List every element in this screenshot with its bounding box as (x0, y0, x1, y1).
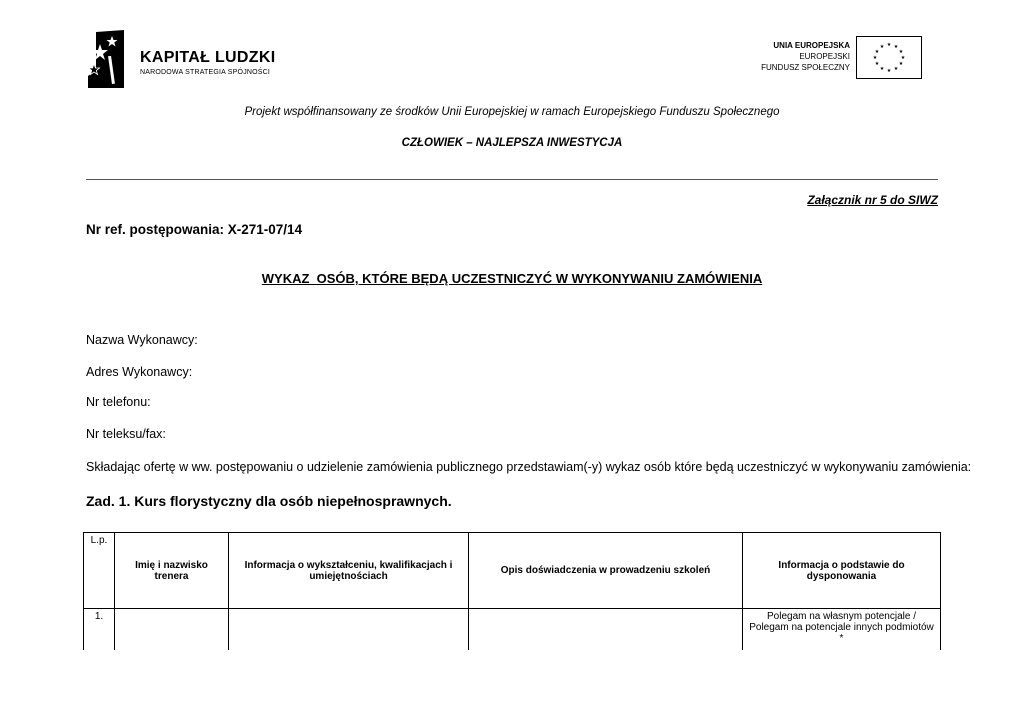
phone-label: Nr telefonu: (86, 395, 151, 409)
col-header-lp: L.p. (84, 533, 115, 609)
svg-text:★: ★ (874, 61, 880, 67)
svg-text:★: ★ (874, 49, 880, 55)
task-heading: Zad. 1. Kurs florystyczny dla osób niepełnosprawnych. (86, 493, 452, 509)
statement-text: Składając ofertę w ww. postępowaniu o udzielenie zamówienia publicznego przedstawiam(-y) wykaz osób które będą uczestniczyć w wykonywaniu zamówienia: (86, 460, 972, 474)
header-divider (86, 179, 938, 180)
fax-label: Nr teleksu/fax: (86, 427, 166, 441)
persons-table (83, 532, 941, 669)
cofinancing-statement: Projekt współfinansowany ze środków Unii Europejskiej w ramach Europejskiego Funduszu Społecznego (244, 106, 780, 118)
svg-text:★: ★ (872, 55, 878, 61)
eu-line-1: UNIA EUROPEJSKA (773, 41, 850, 50)
kapital-ludzki-subtitle: NARODOWA STRATEGIA SPÓJNOŚCI (140, 69, 271, 76)
slogan: CZŁOWIEK – NAJLEPSZA INWESTYCJA (401, 137, 623, 149)
eu-logo-text (761, 40, 850, 73)
cell-lp: 1. (84, 609, 115, 669)
svg-text:★: ★ (879, 44, 885, 50)
contractor-name-label: Nazwa Wykonawcy: (86, 333, 198, 347)
kapital-ludzki-logo (86, 30, 286, 90)
contractor-address-label: Adres Wykonawcy: (86, 365, 193, 379)
svg-text:★: ★ (898, 61, 904, 67)
page-bottom-crop (0, 650, 1024, 724)
svg-text:★: ★ (886, 68, 892, 74)
svg-text:★: ★ (879, 66, 885, 72)
document-title: WYKAZ OSÓB, KTÓRE BĘDĄ UCZESTNICZYĆ W WYKONYWANIU ZAMÓWIENIA (261, 271, 763, 286)
annex-label: Załącznik nr 5 do SIWZ (807, 193, 938, 207)
col-header-basis: Informacja o podstawie do dysponowania (743, 533, 941, 609)
col-header-experience: Opis doświadczenia w prowadzeniu szkoleń (469, 533, 743, 609)
svg-text:★: ★ (886, 42, 892, 48)
svg-text:★: ★ (898, 49, 904, 55)
svg-text:★: ★ (893, 44, 899, 50)
kapital-ludzki-title: KAPITAŁ LUDZKI (140, 49, 276, 66)
col-header-trainer-name: Imię i nazwisko trenera (115, 533, 229, 609)
svg-text:★: ★ (893, 66, 899, 72)
reference-number: Nr ref. postępowania: X-271-07/14 (86, 222, 303, 237)
eu-stars-flag-icon (856, 36, 922, 79)
kapital-ludzki-emblem-icon (86, 30, 126, 88)
eu-line-2: EUROPEJSKI (799, 52, 850, 61)
cell-basis: Polegam na własnym potencjale / Polegam na potencjale innych podmiotów * (743, 609, 941, 669)
col-header-education: Informacja o wykształceniu, kwalifikacjach i umiejętnościach (229, 533, 469, 609)
table-header-row (84, 533, 941, 609)
svg-text:★: ★ (900, 55, 906, 61)
eu-line-3: FUNDUSZ SPOŁECZNY (761, 63, 850, 72)
